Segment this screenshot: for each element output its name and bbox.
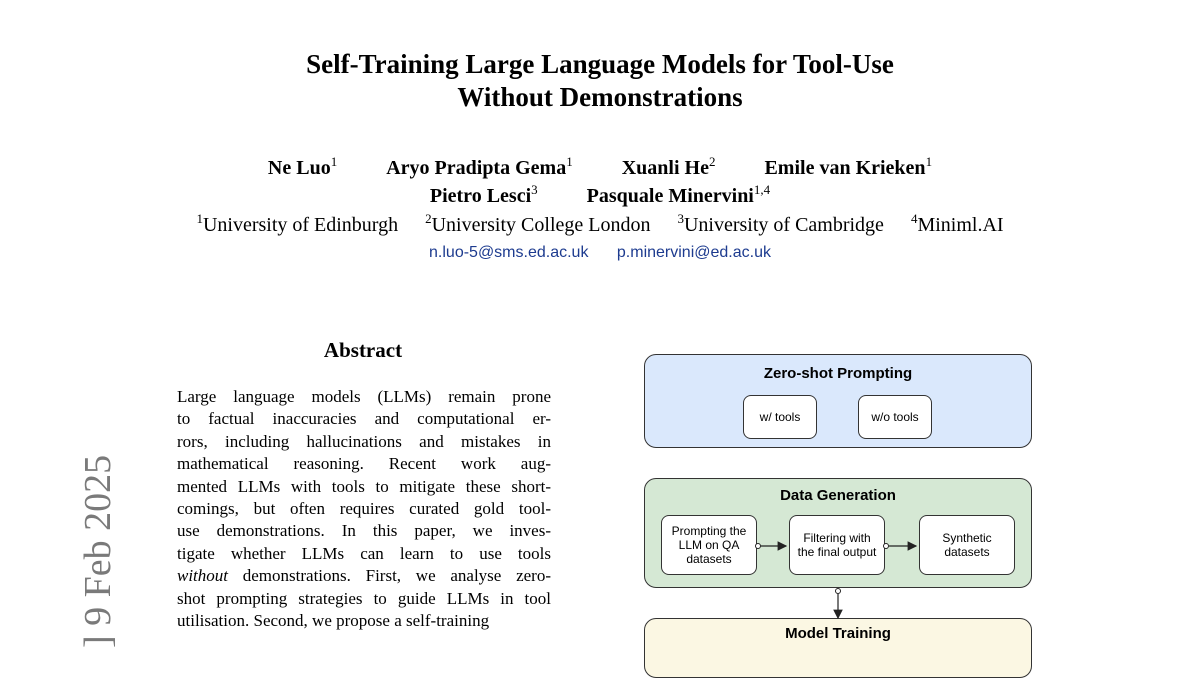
email-link[interactable]: n.luo-5@sms.ed.ac.uk: [429, 244, 589, 261]
abstract-line: comings, but often requires curated gold tool-: [177, 499, 551, 519]
affiliation: [911, 212, 1004, 238]
author: [268, 154, 337, 182]
affil-name: Miniml.AI: [917, 214, 1004, 236]
affil-mark: 3: [677, 211, 684, 226]
affil-name: University of Cambridge: [683, 214, 884, 236]
author-affil-mark: 3: [531, 182, 538, 197]
affiliation: [196, 212, 398, 238]
author-list: [0, 154, 1200, 210]
abstract-body: [177, 386, 551, 632]
abstract-heading: Abstract: [323, 338, 403, 362]
with-tools-node: w/ tools: [743, 395, 817, 439]
author: [386, 154, 572, 182]
abstract-line: rors, including hallucinations and mistakes in: [177, 431, 551, 451]
author-affil-mark: 1: [566, 154, 573, 169]
model-training-title: Model Training: [785, 625, 891, 642]
author-name: Pasquale Minervini: [586, 185, 754, 207]
affil-mark: 2: [425, 211, 432, 226]
author-row-2: [0, 182, 1200, 210]
abstract-line: mathematical reasoning. Recent work aug-: [177, 454, 551, 474]
affil-name: University College London: [431, 214, 651, 236]
arrow-prompt-to-filter: [756, 544, 787, 549]
zero-shot-title: Zero-shot Prompting: [763, 365, 913, 382]
affil-name: University of Edinburgh: [202, 214, 399, 236]
abstract-line: mented LLMs with tools to mitigate these short-: [177, 476, 551, 496]
arrow-datagen-to-training: [836, 589, 841, 619]
author-name: Xuanli He: [621, 157, 709, 179]
affil-mark: 1: [196, 211, 203, 226]
affiliation: [425, 212, 650, 238]
email-link[interactable]: p.minervini@ed.ac.uk: [616, 244, 771, 261]
abstract-line: [177, 565, 551, 587]
title-line-1: Self-Training Large Language Models for Tool-Use: [306, 49, 894, 79]
abstract-emphasis: without: [177, 566, 229, 586]
method-figure: [640, 350, 1040, 650]
author-name: Emile van Krieken: [764, 157, 926, 179]
author-affil-mark: 1: [925, 154, 933, 169]
abstract-line: shot prompting strategies to guide LLMs in tool: [177, 588, 551, 608]
abstract-line: Large language models (LLMs) remain prone: [177, 387, 551, 406]
affil-mark: 4: [910, 211, 918, 226]
title-line-2: Without Demonstrations: [457, 82, 743, 112]
abstract-line: utilisation. Second, we propose a self-training: [177, 611, 490, 631]
author-name: Ne Luo: [267, 157, 331, 179]
synthetic-datasets-node: Synthetic datasets: [919, 515, 1015, 575]
author-affil-mark: 1: [330, 154, 338, 169]
author-name: Aryo Pradipta Gema: [386, 157, 567, 179]
abstract-line-rest: demonstrations. First, we analyse zero-: [228, 566, 551, 586]
data-generation-title: Data Generation: [780, 487, 896, 504]
paper-title: [0, 48, 1200, 114]
email-list: [0, 242, 1200, 264]
author: [587, 182, 770, 210]
author-name: Pietro Lesci: [429, 185, 532, 207]
author-row-1: [0, 154, 1200, 182]
arxiv-side-stamp: ] 9 Feb 2025: [77, 454, 119, 648]
filtering-node: Filtering with the final output: [789, 515, 885, 575]
figure-connectors: [640, 350, 1040, 650]
affiliation-list: [0, 212, 1200, 238]
arrow-filter-to-synthetic: [884, 544, 917, 549]
abstract-line: use demonstrations. In this paper, we inves-: [177, 521, 551, 541]
abstract-line: tigate whether LLMs can learn to use tools: [177, 543, 551, 563]
author-affil-mark: 1,4: [753, 182, 771, 197]
without-tools-node: w/o tools: [858, 395, 932, 439]
author: [622, 154, 716, 182]
abstract-line: to factual inaccuracies and computational er-: [177, 409, 551, 429]
author: [430, 182, 538, 210]
author: [764, 154, 932, 182]
prompting-node: Prompting the LLM on QA datasets: [661, 515, 757, 575]
author-affil-mark: 2: [708, 154, 716, 169]
affiliation: [677, 212, 883, 238]
